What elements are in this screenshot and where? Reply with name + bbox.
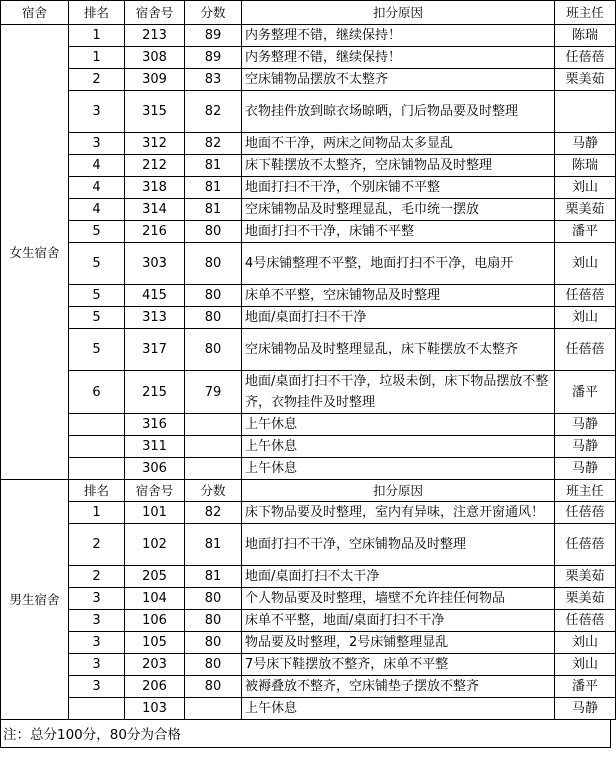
reason-cell: 床单不平整，地面/桌面打扫不干净 — [242, 610, 555, 632]
score-cell — [185, 414, 242, 436]
room-cell: 102 — [125, 524, 185, 566]
rank-cell: 2 — [69, 566, 125, 588]
table-row — [1, 221, 616, 243]
room-cell: 415 — [125, 285, 185, 307]
male-header-score: 分数 — [185, 480, 242, 502]
male-group-label: 男生宿舍 — [1, 480, 69, 720]
room-cell: 101 — [125, 502, 185, 524]
reason-cell: 空床铺物品及时整理显乱，毛巾统一摆放 — [242, 199, 555, 221]
score-cell: 80 — [185, 654, 242, 676]
score-cell: 80 — [185, 676, 242, 698]
score-cell: 80 — [185, 307, 242, 329]
teacher-cell: 栗美茹 — [555, 69, 616, 91]
table-row — [1, 414, 616, 436]
score-cell: 80 — [185, 610, 242, 632]
teacher-cell: 马静 — [555, 458, 616, 480]
male-header-row — [1, 480, 616, 502]
teacher-cell: 刘山 — [555, 307, 616, 329]
rank-cell: 3 — [69, 654, 125, 676]
table-row — [1, 676, 616, 698]
rank-cell: 6 — [69, 371, 125, 414]
table-row — [1, 133, 616, 155]
reason-cell: 床下物品要及时整理，室内有异味，注意开窗通风！ — [242, 502, 555, 524]
teacher-cell: 马静 — [555, 436, 616, 458]
room-cell: 303 — [125, 243, 185, 285]
rank-cell: 5 — [69, 329, 125, 371]
reason-cell: 被褥叠放不整齐，空床铺垫子摆放不整齐 — [242, 676, 555, 698]
reason-cell: 床下鞋摆放不太整齐，空床铺物品及时整理 — [242, 155, 555, 177]
header-score: 分数 — [185, 1, 242, 25]
rank-cell — [69, 414, 125, 436]
teacher-cell: 任蓓蓓 — [555, 47, 616, 69]
room-cell: 103 — [125, 698, 185, 720]
score-cell: 81 — [185, 199, 242, 221]
teacher-cell: 陈瑞 — [555, 155, 616, 177]
reason-cell: 上午休息 — [242, 414, 555, 436]
male-header-teacher: 班主任 — [555, 480, 616, 502]
rank-cell: 4 — [69, 177, 125, 199]
teacher-cell: 马静 — [555, 133, 616, 155]
male-header-rank: 排名 — [69, 480, 125, 502]
rank-cell: 2 — [69, 69, 125, 91]
reason-cell: 地面打扫不干净，空床铺物品及时整理 — [242, 524, 555, 566]
score-cell: 83 — [185, 69, 242, 91]
room-cell: 313 — [125, 307, 185, 329]
table-row — [1, 632, 616, 654]
teacher-cell: 任蓓蓓 — [555, 524, 616, 566]
reason-cell: 地面/桌面打扫不干净，垃圾未倒，床下物品摆放不整齐，衣物挂件及时整理 — [242, 371, 555, 414]
room-cell: 205 — [125, 566, 185, 588]
teacher-cell: 任蓓蓓 — [555, 610, 616, 632]
teacher-cell: 陈瑞 — [555, 25, 616, 47]
teacher-cell: 刘山 — [555, 177, 616, 199]
rank-cell: 5 — [69, 243, 125, 285]
score-cell: 81 — [185, 155, 242, 177]
reason-cell: 上午休息 — [242, 458, 555, 480]
table-row — [1, 566, 616, 588]
room-cell: 317 — [125, 329, 185, 371]
teacher-cell: 潘平 — [555, 371, 616, 414]
room-cell: 105 — [125, 632, 185, 654]
rank-cell: 4 — [69, 199, 125, 221]
teacher-cell: 栗美茹 — [555, 566, 616, 588]
score-cell: 81 — [185, 524, 242, 566]
score-cell: 80 — [185, 588, 242, 610]
reason-cell: 地面/桌面打扫不干净 — [242, 307, 555, 329]
teacher-cell: 马静 — [555, 698, 616, 720]
teacher-cell — [555, 91, 616, 133]
table-row — [1, 91, 616, 133]
room-cell: 314 — [125, 199, 185, 221]
rank-cell: 1 — [69, 502, 125, 524]
reason-cell: 内务整理不错，继续保持！ — [242, 47, 555, 69]
score-cell: 81 — [185, 566, 242, 588]
score-cell: 80 — [185, 243, 242, 285]
table-row — [1, 25, 616, 47]
rank-cell: 3 — [69, 610, 125, 632]
room-cell: 318 — [125, 177, 185, 199]
table-row — [1, 329, 616, 371]
rank-cell: 5 — [69, 307, 125, 329]
table-row — [1, 588, 616, 610]
room-cell: 215 — [125, 371, 185, 414]
score-cell: 89 — [185, 25, 242, 47]
room-cell: 213 — [125, 25, 185, 47]
room-cell: 316 — [125, 414, 185, 436]
table-row — [1, 47, 616, 69]
rank-cell — [69, 436, 125, 458]
rank-cell: 3 — [69, 676, 125, 698]
room-cell: 104 — [125, 588, 185, 610]
table-row — [1, 69, 616, 91]
room-cell: 311 — [125, 436, 185, 458]
teacher-cell: 刘山 — [555, 632, 616, 654]
score-cell: 82 — [185, 502, 242, 524]
score-cell — [185, 436, 242, 458]
room-cell: 309 — [125, 69, 185, 91]
table-row — [1, 307, 616, 329]
room-cell: 216 — [125, 221, 185, 243]
teacher-cell: 栗美茹 — [555, 199, 616, 221]
score-cell: 80 — [185, 329, 242, 371]
teacher-cell: 马静 — [555, 414, 616, 436]
rank-cell — [69, 698, 125, 720]
room-cell: 212 — [125, 155, 185, 177]
rank-cell: 4 — [69, 155, 125, 177]
reason-cell: 空床铺物品及时整理显乱，床下鞋摆放不太整齐 — [242, 329, 555, 371]
rank-cell — [69, 458, 125, 480]
reason-cell: 地面打扫不干净，个别床铺不平整 — [242, 177, 555, 199]
table-row — [1, 698, 616, 720]
rank-cell: 3 — [69, 588, 125, 610]
reason-cell: 7号床下鞋摆放不整齐，床单不平整 — [242, 654, 555, 676]
rank-cell: 5 — [69, 221, 125, 243]
rank-cell: 1 — [69, 25, 125, 47]
table-row — [1, 155, 616, 177]
teacher-cell: 潘平 — [555, 676, 616, 698]
score-cell: 82 — [185, 133, 242, 155]
male-header-reason: 扣分原因 — [242, 480, 555, 502]
table-row — [1, 502, 616, 524]
teacher-cell: 刘山 — [555, 243, 616, 285]
male-header-room: 宿舍号 — [125, 480, 185, 502]
table-row — [1, 458, 616, 480]
room-cell: 308 — [125, 47, 185, 69]
rank-cell: 2 — [69, 524, 125, 566]
table-row — [1, 177, 616, 199]
score-cell: 80 — [185, 632, 242, 654]
header-reason: 扣分原因 — [242, 1, 555, 25]
teacher-cell: 任蓓蓓 — [555, 502, 616, 524]
teacher-cell: 任蓓蓓 — [555, 329, 616, 371]
room-cell: 203 — [125, 654, 185, 676]
score-cell: 82 — [185, 91, 242, 133]
table-row — [1, 654, 616, 676]
reason-cell: 内务整理不错，继续保持！ — [242, 25, 555, 47]
table-row — [1, 524, 616, 566]
room-cell: 106 — [125, 610, 185, 632]
score-cell — [185, 698, 242, 720]
room-cell: 206 — [125, 676, 185, 698]
reason-cell: 床单不平整，空床铺物品及时整理 — [242, 285, 555, 307]
table-row — [1, 610, 616, 632]
room-cell: 315 — [125, 91, 185, 133]
score-cell: 80 — [185, 221, 242, 243]
table-row — [1, 285, 616, 307]
reason-cell: 个人物品要及时整理，墙壁不允许挂任何物品 — [242, 588, 555, 610]
rank-cell: 3 — [69, 632, 125, 654]
teacher-cell: 潘平 — [555, 221, 616, 243]
header-rank: 排名 — [69, 1, 125, 25]
reason-cell: 上午休息 — [242, 436, 555, 458]
reason-cell: 衣物挂件放到晾衣场晾晒，门后物品要及时整理 — [242, 91, 555, 133]
room-cell: 312 — [125, 133, 185, 155]
rank-cell: 3 — [69, 133, 125, 155]
header-row — [1, 1, 616, 25]
rank-cell: 1 — [69, 47, 125, 69]
reason-cell: 地面打扫不干净，床铺不平整 — [242, 221, 555, 243]
header-room: 宿舍号 — [125, 1, 185, 25]
header-teacher: 班主任 — [555, 1, 616, 25]
footnote: 注：总分100分，80分为合格 — [0, 720, 611, 748]
score-cell: 80 — [185, 285, 242, 307]
rank-cell: 5 — [69, 285, 125, 307]
reason-cell: 地面/桌面打扫不太干净 — [242, 566, 555, 588]
female-group-label: 女生宿舍 — [1, 25, 69, 480]
reason-cell: 上午休息 — [242, 698, 555, 720]
teacher-cell: 栗美茹 — [555, 588, 616, 610]
table-row — [1, 371, 616, 414]
teacher-cell: 刘山 — [555, 654, 616, 676]
reason-cell: 空床铺物品摆放不太整齐 — [242, 69, 555, 91]
reason-cell: 4号床铺整理不平整，地面打扫不干净，电扇开 — [242, 243, 555, 285]
table-row — [1, 199, 616, 221]
rank-cell: 3 — [69, 91, 125, 133]
table-row — [1, 436, 616, 458]
table-row — [1, 243, 616, 285]
score-cell: 89 — [185, 47, 242, 69]
reason-cell: 物品要及时整理，2号床铺整理显乱 — [242, 632, 555, 654]
score-cell: 81 — [185, 177, 242, 199]
reason-cell: 地面不干净，两床之间物品太多显乱 — [242, 133, 555, 155]
room-cell: 306 — [125, 458, 185, 480]
header-dorm: 宿舍 — [1, 1, 69, 25]
teacher-cell: 任蓓蓓 — [555, 285, 616, 307]
score-cell — [185, 458, 242, 480]
score-cell: 79 — [185, 371, 242, 414]
